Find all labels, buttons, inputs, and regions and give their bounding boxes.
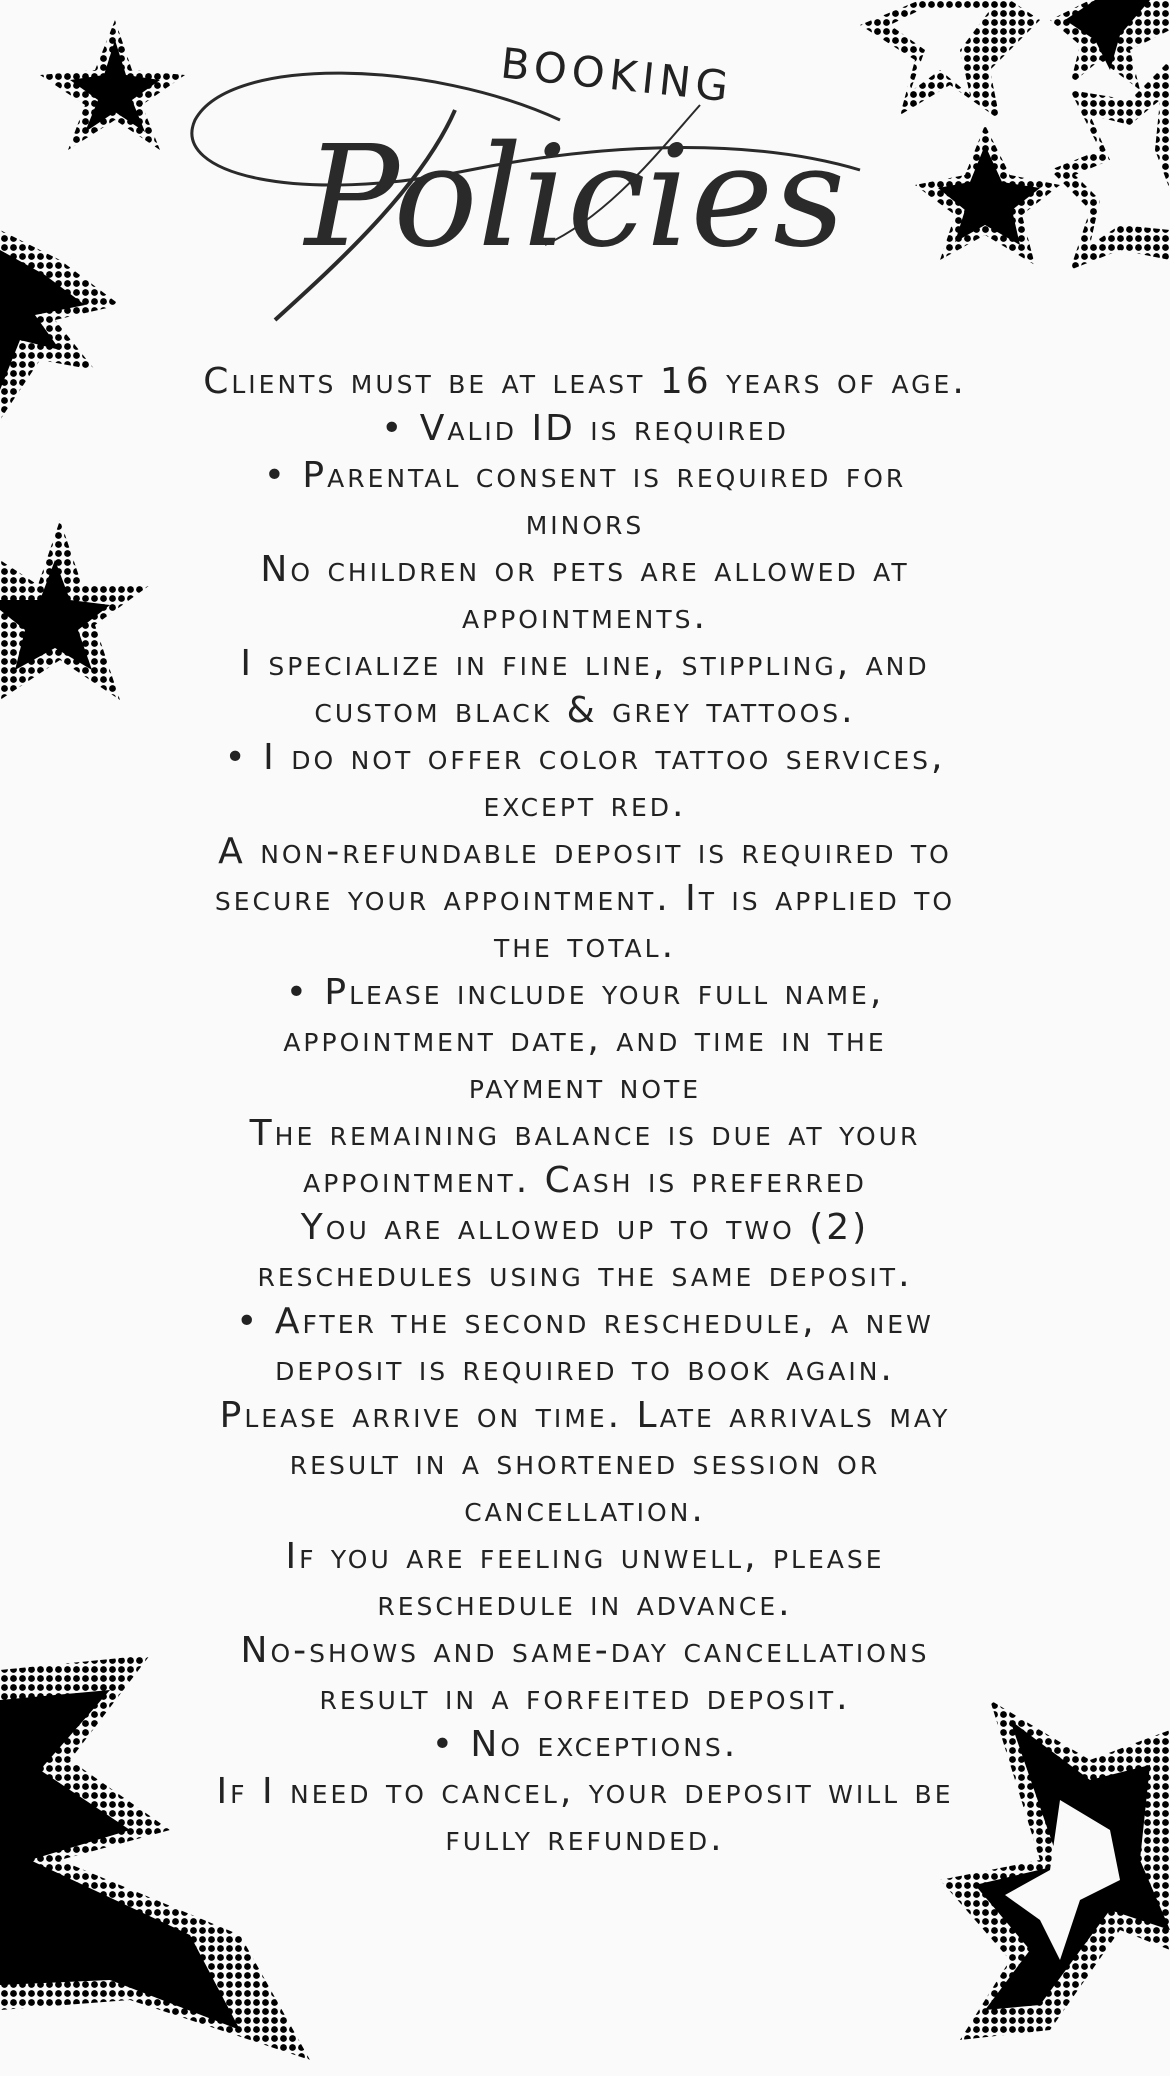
- policy-line-no-exceptions: • No exceptions.: [431, 1724, 739, 1765]
- policy-line-cancel-cont: fully refunded.: [445, 1818, 725, 1859]
- policy-line-specialize: I specialize in fine line, stippling, and: [240, 643, 930, 684]
- policy-line-arrive-cont: result in a shortened session or: [289, 1442, 881, 1483]
- policy-line-arrive: Please arrive on time. Late arrivals may: [219, 1395, 951, 1436]
- policy-line-consent-cont: minors: [525, 502, 645, 543]
- policy-line-id: • Valid ID is required: [381, 408, 789, 449]
- policy-line-payment-note: • Please include your full name,: [285, 972, 885, 1013]
- policy-line-balance: The remaining balance is due at your: [249, 1113, 921, 1154]
- policy-line-no-shows-cont: result in a forfeited deposit.: [319, 1677, 851, 1718]
- policy-line-no-children: No children or pets are allowed at: [260, 549, 910, 590]
- policy-line-new-deposit-cont: deposit is required to book again.: [275, 1348, 895, 1389]
- policy-line-deposit-cont2: the total.: [493, 925, 677, 966]
- policy-line-consent: • Parental consent is required for: [263, 455, 907, 496]
- policy-line-no-children-cont: appointments.: [462, 596, 708, 637]
- policy-line-unwell: If you are feeling unwell, please: [285, 1536, 885, 1577]
- policy-line-arrive-cont2: cancellation.: [464, 1489, 706, 1530]
- policy-line-age: Clients must be at least 16 years of age.: [203, 361, 967, 402]
- policy-line-color: • I do not offer color tattoo services,: [224, 737, 946, 778]
- policy-line-payment-note-cont: appointment date, and time in the: [283, 1019, 887, 1060]
- policy-line-cancel: If I need to cancel, your deposit will be: [216, 1771, 954, 1812]
- policy-line-payment-note-cont2: payment note: [468, 1066, 702, 1107]
- policy-line-deposit-cont: secure your appointment. It is applied to: [214, 878, 956, 919]
- policies-title: Policies: [304, 116, 846, 279]
- policy-line-new-deposit: • After the second reschedule, a new: [236, 1301, 934, 1342]
- policy-line-specialize-cont: custom black & grey tattoos.: [314, 690, 856, 731]
- policy-line-reschedule: You are allowed up to two (2): [300, 1207, 870, 1248]
- policy-list: [110, 358, 1060, 1862]
- page-header: [0, 0, 1170, 340]
- policy-line-deposit: A non-refundable deposit is required to: [218, 831, 952, 872]
- policy-line-unwell-cont: reschedule in advance.: [377, 1583, 793, 1624]
- booking-label: BOOKING: [498, 38, 736, 112]
- policy-line-no-shows: No-shows and same-day cancellations: [240, 1630, 930, 1671]
- policy-line-balance-cont: appointment. Cash is preferred: [303, 1160, 867, 1201]
- policy-line-reschedule-cont: reschedules using the same deposit.: [257, 1254, 913, 1295]
- policy-line-color-cont: except red.: [483, 784, 687, 825]
